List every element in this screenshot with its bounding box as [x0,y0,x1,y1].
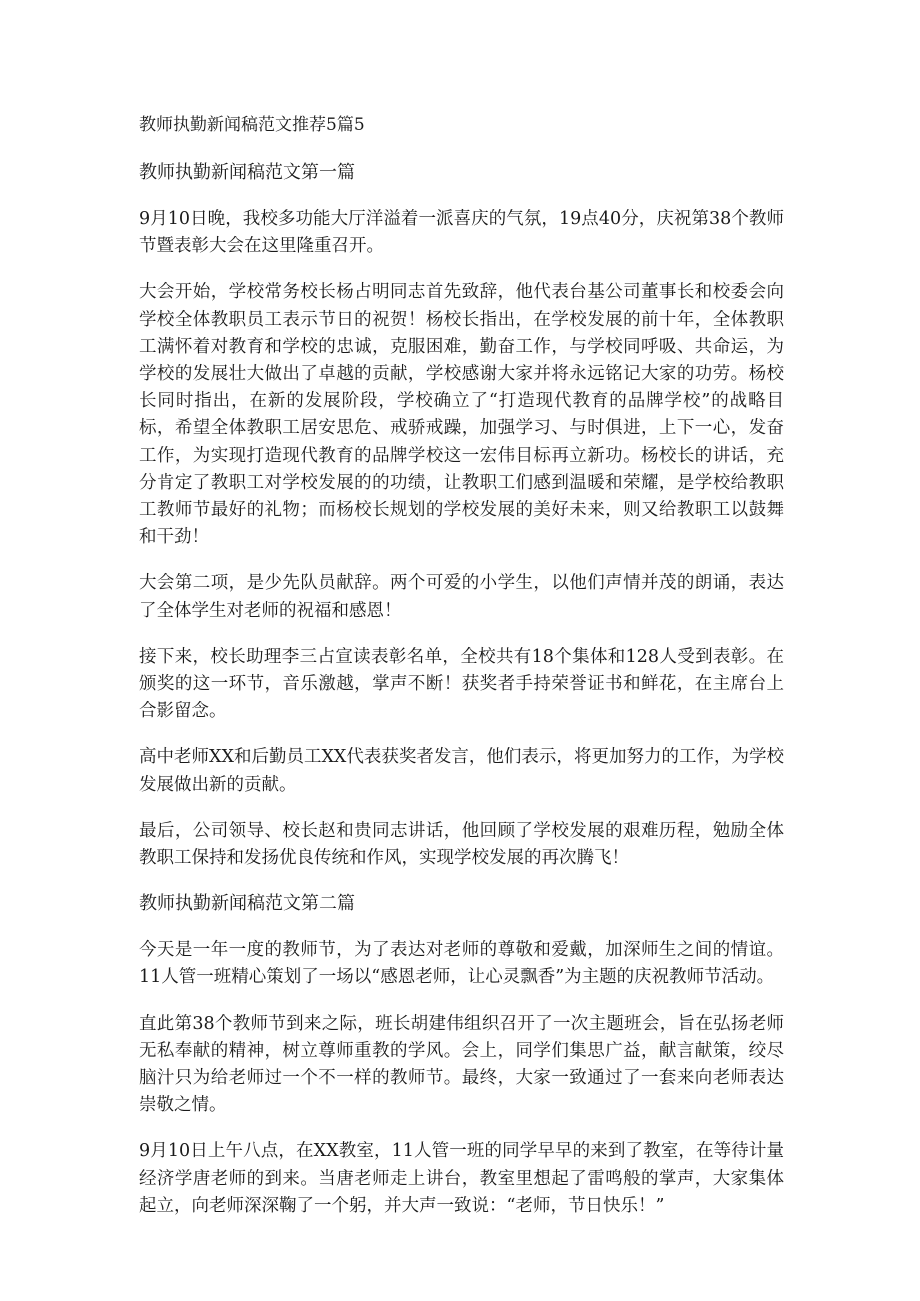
paragraph: 9月10日上午八点，在XX教室，11人管一班的同学早早的来到了教室，在等待计量经济学唐老师的到来。当唐老师走上讲台，教室里想起了雷鸣般的掌声，大家集体起立，向老师深深鞠了一个躬，并大声一致说：“老师，节日快乐！” [139,1141,784,1216]
section-heading: 教师执勤新闻稿范文第一篇 [139,162,355,183]
section-first-article [139,160,784,872]
paragraph: 最后，公司领导、校长赵和贵同志讲话，他回顾了学校发展的艰难历程，勉励全体教职工保持和发扬优良传统和作风，实现学校发展的再次腾飞！ [139,820,784,869]
section-heading: 教师执勤新闻稿范文第二篇 [139,893,355,915]
paragraph: 今天是一年一度的教师节，为了表达对老师的尊敬和爱戴，加深师生之间的情谊。11人管一班精心策划了一场以“感恩老师，让心灵飘香”为主题的庆祝教师节活动。 [139,940,784,988]
paragraph: 大会第二项，是少先队员献辞。两个可爱的小学生，以他们声情并茂的朗诵，表达了全体学生对老师的祝福和感恩！ [139,573,784,621]
document-body [139,160,784,1239]
paragraph: 接下来，校长助理李三占宣读表彰名单，全校共有18个集体和128人受到表彰。在颁奖的这一环节，音乐激越，掌声不断！获奖者手持荣誉证书和鲜花，在主席台上合影留念。 [139,646,784,722]
document-title: 教师执勤新闻稿范文推荐5篇5 [139,115,365,135]
paragraph: 大会开始，学校常务校长杨占明同志首先致辞，他代表台基公司董事长和校委会向学校全体教职员工表示节日的祝贺！杨校长指出，在学校发展的前十年，全体教职工满怀着对教育和学校的忠诚，克服困难，勤奋工作，与学校同呼吸、共命运，为学校的发展壮大做出了卓越的贡献，学校感谢大家并将永远铭记大家的功劳。杨校长同时指出，在新的发展阶段，学校确立了“打造现代教育的品牌学校”的战略目标，希望全体教职工居安思危、戒骄戒躁，加强学习、与时俱进，上下一心，发奋工作，为实现打造现代教育的品牌学校这一宏伟目标再立新功。杨校长的讲话，充分肯定了教职工对学校发展的的功绩，让教职工们感到温暖和荣耀，是学校给教职工教师节最好的礼物；而杨校长规划的学校发展的美好未来，则又给教职工以鼓舞和干劲！ [139,282,784,548]
paragraph: 直此第38个教师节到来之际，班长胡建伟组织召开了一次主题班会，旨在弘扬老师无私奉献的精神，树立尊师重教的学风。会上，同学们集思广益，献言献策，绞尽脑汁只为给老师过一个不一样的教师节。最终，大家一致通过了一套来向老师表达崇敬之情。 [139,1013,784,1116]
paragraph: 9月10日晚，我校多功能大厅洋溢着一派喜庆的气氛，19点40分，庆祝第38个教师节暨表彰大会在这里隆重召开。 [139,209,784,257]
paragraph: 高中老师XX和后勤员工XX代表获奖者发言，他们表示，将更加努力的工作，为学校发展做出新的贡献。 [139,747,784,795]
section-second-article [139,891,784,1220]
